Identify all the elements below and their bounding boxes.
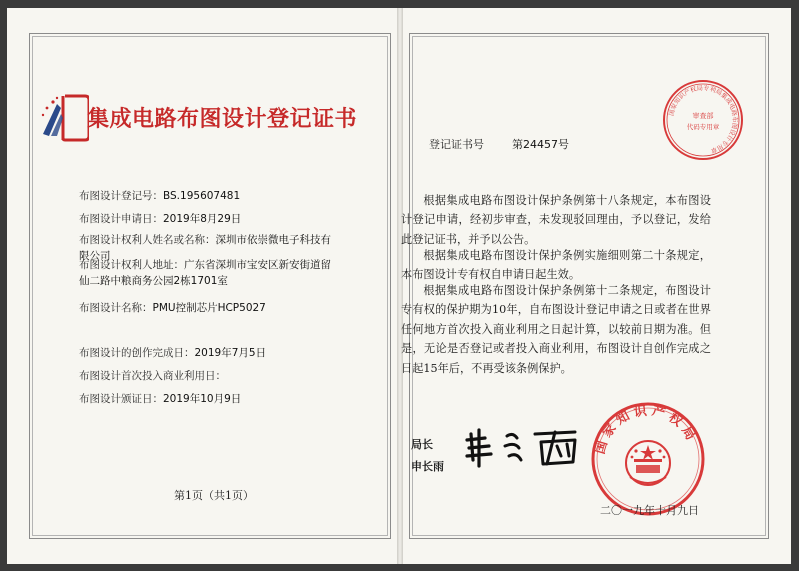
certificate-number-label: 登记证书号: [429, 138, 484, 151]
paragraph-registration: 根据集成电路布图设计保护条例第十八条规定，本布图设计登记申请，经初步审查，未发现驳回理由，予以登记，发给此登记证书，并予以公告。: [401, 194, 711, 246]
certificate-number: [429, 136, 569, 152]
director-title: 局长: [411, 438, 433, 451]
field-label: 布图设计申请日：: [79, 213, 163, 225]
field-value: 2019年10月9日: [163, 393, 242, 405]
field-label: 布图设计首次投入商业利用日：: [79, 370, 226, 382]
field-value: 广东省深圳市宝安区新安街道留仙二路中粮商务公园2栋1701室: [79, 259, 331, 287]
field-label: 布图设计名称：: [79, 302, 153, 314]
official-seal-icon: [590, 401, 706, 517]
field-issue-date: [79, 391, 241, 407]
field-value: PMU控制芯片HCP5027: [152, 302, 266, 314]
small-seal-center-text: 审查部: [692, 112, 714, 120]
small-seal-icon: [661, 78, 745, 162]
field-commercial-use-date: [79, 368, 226, 384]
field-owner-address: [79, 257, 341, 289]
field-label: 布图设计的创作完成日：: [79, 347, 195, 359]
director-name: 申长雨: [411, 460, 444, 473]
field-value: 2019年7月5日: [194, 347, 267, 359]
field-label: 布图设计登记号：: [79, 190, 163, 202]
paragraph-protection: 根据集成电路布图设计保护条例第十二条规定，布图设计专有权的保护期为10年，自布图设计登记申请之日或者在世界任何地方首次投入商业利用之日起计算，以较前日期为准。但是，无论是否登记或者投入商业利用，布图设计自创作完成之日起15年后，不再受该条例保护。: [401, 284, 711, 375]
right-page: [403, 8, 791, 564]
field-label: 布图设计权利人姓名或名称：: [79, 234, 216, 246]
field-label: 布图设计颁证日：: [79, 393, 163, 405]
field-value: 2019年8月29日: [163, 213, 242, 225]
cnipa-logo-icon: [35, 92, 89, 144]
field-value: BS.195607481: [163, 190, 241, 202]
left-page: [7, 8, 397, 564]
field-label: 布图设计权利人地址：: [79, 259, 184, 271]
field-value: 深圳市依崇微电子科技有限公司: [79, 234, 331, 262]
small-seal-ring-text: 国家知识产权局专利局集成电路布图设计专用章: [668, 84, 739, 154]
field-application-date: [79, 211, 241, 227]
page-number: 第1页（共1页）: [174, 489, 254, 502]
field-design-name: [79, 300, 266, 316]
certificate-number-value: 第24457号: [512, 138, 569, 151]
seal-ring-text: 国家知识产权局: [592, 403, 700, 456]
certificate-title: 集成电路布图设计登记证书: [87, 107, 358, 132]
small-seal-center-text-2: 代码专用章: [686, 123, 720, 131]
issue-date-chinese: 二〇一九年十月九日: [600, 504, 699, 517]
field-creation-date: [79, 345, 266, 361]
signature-icon: [463, 426, 583, 468]
svg-text:国家知识产权局: [592, 402, 700, 455]
paragraph-effect: 根据集成电路布图设计保护条例实施细则第二十条规定，本布图设计专有权自申请日起生效。: [401, 249, 711, 282]
field-registration-no: [79, 188, 240, 204]
